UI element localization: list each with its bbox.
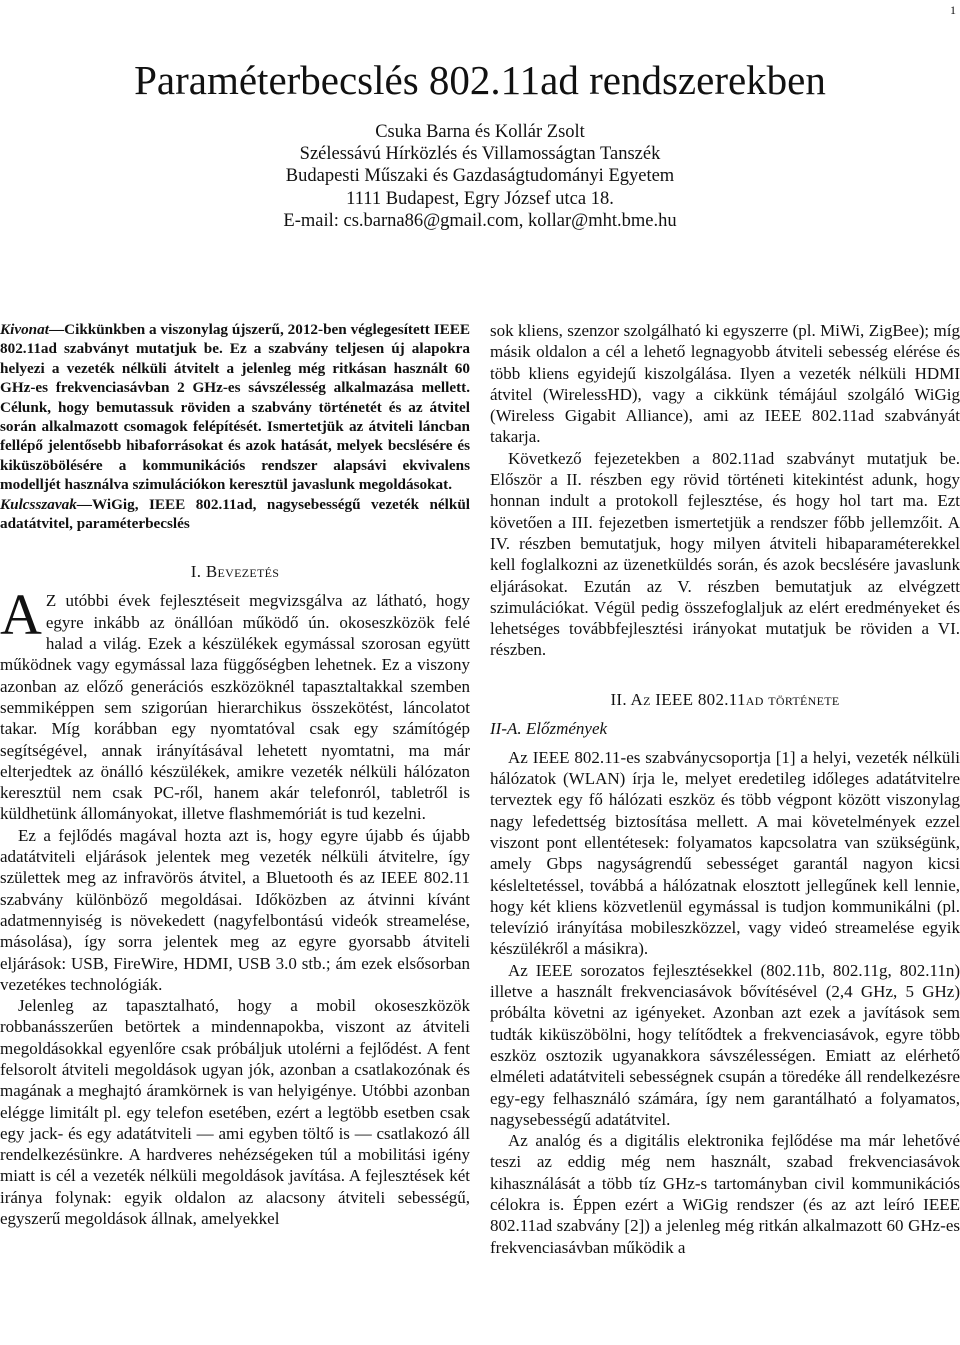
page-number: 1 <box>950 3 956 17</box>
keywords-label: Kulcsszavak <box>0 495 77 513</box>
section-heading-intro: I. Bevezetés <box>190 562 280 582</box>
author-email: E-mail: cs.barna86@gmail.com, kollar@mht.bme.hu <box>283 210 677 231</box>
author-names: Csuka Barna és Kollár Zsolt <box>375 122 585 142</box>
abstract-text: —Cikkünkben a viszonylag újszerű, 2012-ben véglegesített IEEE 802.11ad szabványt mutatjuk be. Ez a szabvány teljesen új alapokra helyezi a vezeték nélküli átvitelt a jelenleg még ritkásan használt 60 GHz-es frekvenciasávban 2 GHz-es sávszélesség alkalmazása mellett. Célunk, hogy bemutassuk röviden a szabvány történetét és az átvitel során alkalmazott csomagok felépítését. Ismertetjük az átviteli láncban fellépő jelentősebb hibaforrásokat és azok hatását, melyek becslésére és kiküszöbölésére a kommunikációs rendszer alapsávi ekvivalens modelljét használva szimulációkon keresztül javaslunk megoldásokat. <box>0 321 470 494</box>
author-department: Szélessávú Hírközlés és Villamosságtan Tanszék <box>299 144 661 165</box>
keywords <box>0 495 470 534</box>
subsection-heading-background: II-A. Előzmények <box>490 718 608 738</box>
intro-paragraph-3: Jelenleg az tapasztalható, hogy a mobil okoseszközök robbanásszerűen betörtek a mindennapokba, viszont az átviteli megoldásokkal egyenlőre csak próbáljuk utolérni a fejlődést. A fent felsorolt átviteli megoldások ugyan jók, azonban a csatlakozónak és magának a meghajtó áramkörnek is van helyigénye. Utóbbi azonban elégge limitált pl. egy telefon esetében, ezért a legtöbb esetben csak egy jack- és egy adatátviteli — ami egyben töltő is — csatlakozó áll rendelkezésünkre. A hardveres nehézségeken túl a mobilitási igény miatt is cél a vezeték nélküli megoldások javítása. A fejlesztések két iránya folynak: egyik oldalon az alacsony átviteli sebességű, egyszerű megoldások állnak, amelyekkel <box>0 996 470 1229</box>
intro-continuation: sok kliens, szenzor szolgálható ki egyszerre (pl. MiWi, ZigBee); míg másik oldalon a cél a lehető legnagyobb átviteli sebesség elérése és több kliens egyidejű kiszolgálása. Ilyen a vezeték nélküli HDMI átvitel (WirelessHD), vagy a cikkünk témájául szolgáló WiGig (Wireless Gigabit Alliance), ami az IEEE 802.11ad szabványát takarja. <box>490 321 960 447</box>
drop-cap: A <box>0 582 42 648</box>
intro-paragraph-1 <box>0 582 470 824</box>
paper-title: Paraméterbecslés 802.11ad rendszerekben <box>134 57 826 103</box>
author-block <box>0 121 960 232</box>
left-column <box>0 320 470 1229</box>
intro-paragraph-1-text: Z utóbbi évek fejlesztéseit megvizsgálva az látható, hogy egyre inkább az önállóan működő ún. okoseszközök felé halad a világ. Ezek a készülékek egymással szorosan együtt működnek vagy egymással laza függőségben lehetnek. Ez a viszony azonban az előző generációs eszközöknél tapasztaltakkal szemben semmiképpen sem szigorúan hierarchikus összekötést, láncolatot takar. Míg korábban egy nyomtatóval csak egy számítógép segítségével, annak irányításával lehetett nyomtatni, ma már elterjedtek az önálló készülékek, amikre vezeték nélküli hálózaton keresztül nem csak PC-ről, hanem akár telefonról, tabletről is küldhetünk állományokat, illetve flashmemóriát is tud kezelni. <box>0 591 470 824</box>
right-column <box>490 320 960 1258</box>
section-heading-history: II. Az IEEE 802.11ad története <box>610 689 840 709</box>
history-paragraph-1: Az IEEE 802.11-es szabványcsoportja [1] a helyi, vezeték nélküli hálózatok (WLAN) írja le, melyet eredetileg időleges adatátvitelre terveztek egy fő hálózati eszköz és több végpont között viszonylag nagy lefedettség biztosítása mellett. A mai követelmények ezzel viszont pont ellentétesek: folyamatos kapcsolatra van szükségünk, amely Gbps nagyságrendű sebességet garantál nagyon kicsi késleltetéssel, továbbá a hálózatnak elosztott jellegűnek kell lennie, hogy két kliens közvetlenül egymással is tudjon kommunikálni (pl. televízió irányítása mobileszközzel, vagy videó streamelése egyik készülékről a másikra). <box>490 747 960 959</box>
history-paragraph-2: Az IEEE sorozatos fejlesztésekkel (802.11b, 802.11g, 802.11n) illetve a használt frekvenciasávok bővítésével (2,4 GHz, 5 GHz) próbálta követni az igényeket. Azonban azt ezek a javítások sem tudták kiküszöbölni, hogy telítődtek a frekvenciasávok, egyre több eszköz osztozik ugyanakkora sávszélességen. Emiatt az elérhető elméleti adatátviteli sebességnek csupán a töredéke áll rendelkezésre egy-egy felhasználó számára, így nem garantálható a folyamatos, nagysebességű adatátvitel. <box>490 960 960 1129</box>
keywords-text: —WiGig, IEEE 802.11ad, nagysebességű vezeték nélkül adatátvitel, paraméterbecslés <box>0 495 470 533</box>
author-university: Budapesti Műszaki és Gazdaságtudományi Egyetem <box>285 166 675 187</box>
history-paragraph-3: Az analóg és a digitális elektronika fejlődése ma már lehetővé teszi az eddig még nem használt, szabad frekvenciasávok kihasználását a több tíz GHz-s tartományban civil kommunikációs célokra is. Éppen ezért a WiGig rendszer (és az azt leíró IEEE 802.11ad szabvány [2]) a jelenleg még ritkán alkalmazott 60 GHz-es frekvenciasávban működik a <box>490 1131 960 1257</box>
abstract-label: Kivonat <box>0 321 49 338</box>
author-address: 1111 Budapest, Egry József utca 18. <box>346 188 614 209</box>
abstract <box>0 320 470 495</box>
intro-outline-paragraph: Következő fejezetekben a 802.11ad szabványt mutatjuk be. Először a II. részben egy rövid történeti kitekintést adunk, hogy honnan indult a protokoll fejlesztése, és hogy hol tart ma. Ezt követően a III. fejezetben ismertetjük a rendszer főbb jellemzőit. A IV. részben bemutatjuk, hogy milyen átviteli hibaparaméterekkel kell foglalkozni az üzenetküldés során, és azok becslésére javaslunk eljárásokat. Ezután az V. részben bemutatjuk az elvégzett szimulációkat. Végül pedig összefoglaljuk az elért eredményeket és lehetséges továbbfejlesztési irányokat mutatjuk be röviden a VI. részben. <box>490 448 960 660</box>
intro-paragraph-2: Ez a fejlődés magával hozta azt is, hogy egyre újabb és újabb adatátviteli eljárások jelentek meg vezeték nélküli átvitelre, így születtek meg az infravörös átvitel, a Bluetooth és az IEEE 802.11 szabvány különböző megoldásai. Időközben az átvinni kívánt adatmennyiség is növekedett (nagyfelbontású videók streamelése, másolása), így sorra jelentek meg az egyre gyorsabb átviteli eljárások: USB, FireWire, HDMI, USB 3.0 stb.; ám ezek elsősorban vezetékes technológiák. <box>0 825 470 994</box>
